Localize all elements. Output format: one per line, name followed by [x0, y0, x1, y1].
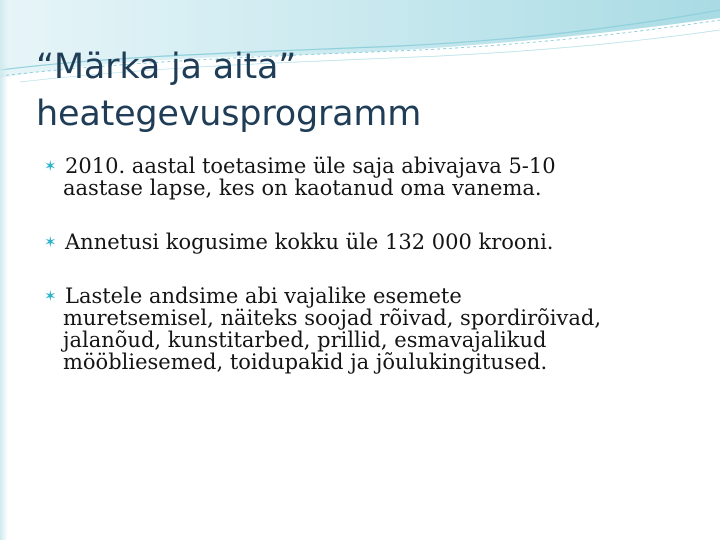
bullet-star-icon: ✶ [44, 287, 57, 305]
bullet-text-line: 2010. aastal toetasime üle saja abivajava 5-10 [65, 154, 556, 178]
title-line-2: heategevusprogramm [36, 94, 422, 134]
bullet-item [44, 155, 694, 199]
bullet-item [44, 231, 694, 253]
left-edge-decoration [0, 0, 8, 540]
bullet-star-icon: ✶ [44, 157, 57, 175]
bullet-text-line: mööbliesemed, toidupakid ja jõulukingitused. [63, 350, 548, 374]
slide-title [36, 44, 696, 138]
bullet-text-line: Lastele andsime abi vajalike esemete [65, 284, 462, 308]
bullet-list [44, 155, 694, 405]
bullet-text-line: jalanõud, kunstitarbed, prillid, esmavajalikud [63, 328, 547, 352]
bullet-star-icon: ✶ [44, 233, 57, 251]
bullet-text-line: muretsemisel, näiteks soojad rõivad, spordirõivad, [63, 306, 602, 330]
bullet-text-line: aastase lapse, kes on kaotanud oma vanema. [63, 176, 542, 200]
bullet-item [44, 285, 694, 373]
bullet-text-line: Annetusi kogusime kokku üle 132 000 krooni. [65, 230, 554, 254]
title-line-1: “Märka ja aita” [36, 47, 297, 87]
